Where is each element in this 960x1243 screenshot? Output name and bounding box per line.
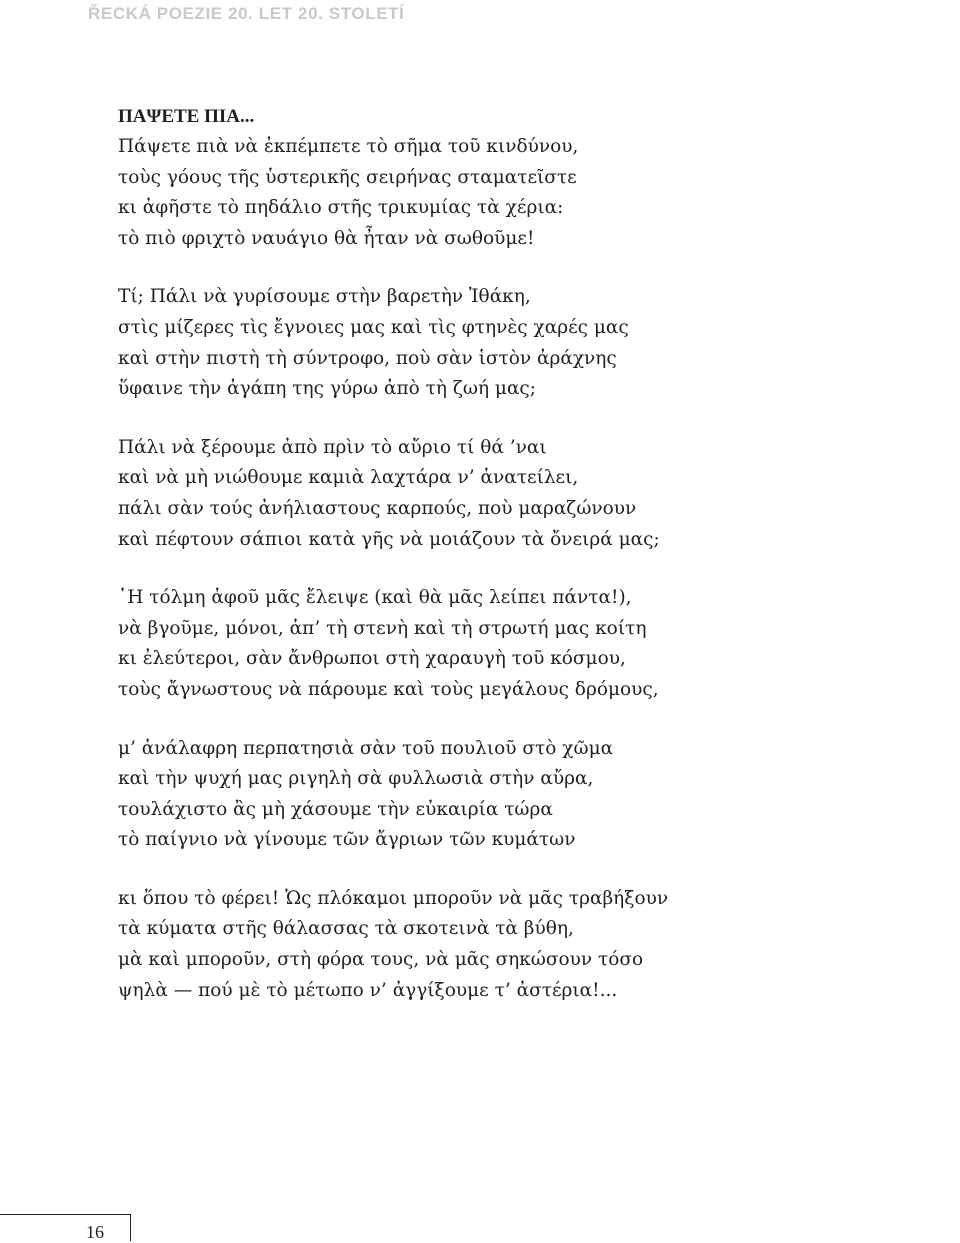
poem-line: νὰ βγοῦμε, μόνοι, ἀπ’ τὴ στενὴ καὶ τὴ στρωτή μας κοίτη bbox=[118, 617, 647, 639]
poem-line: ψηλὰ — πού μὲ τὸ μέτωπο ν’ ἀγγίξουμε τ’ ἀστέρια!... bbox=[118, 979, 618, 1001]
poem-line: μ’ ἀνάλαφρη περπατησιὰ σὰν τοῦ πουλιοῦ στὸ χῶμα bbox=[118, 737, 614, 759]
poem-line: στὶς μίζερες τὶς ἔγνοιες μας καὶ τὶς φτηνὲς χαρές μας bbox=[118, 316, 629, 338]
footer-rule bbox=[0, 1214, 130, 1215]
page-number: 16 bbox=[86, 1222, 104, 1242]
poem-line: τοὺς γόους τῆς ὑστερικῆς σειρήνας σταματεῖστε bbox=[118, 166, 577, 188]
poem bbox=[118, 101, 918, 1034]
stanza-3 bbox=[118, 433, 918, 555]
poem-title: ΠΑΨΕΤΕ ΠΙΑ... bbox=[118, 106, 255, 127]
poem-line: κι ἀφῆστε τὸ πηδάλιο στῆς τρικυμίας τὰ χέρια: bbox=[118, 197, 564, 219]
poem-line: τὸ παίγνιο νὰ γίνουμε τῶν ἄγριων τῶν κυμάτων bbox=[118, 829, 576, 851]
poem-line: πάλι σὰν τούς ἀνήλιαστους καρπούς, ποὺ μαραζώνουν bbox=[118, 497, 637, 519]
poem-line: Πάψετε πιὰ νὰ ἐκπέμπετε τὸ σῆμα τοῦ κινδύνου, bbox=[118, 136, 579, 157]
poem-line: Τί; Πάλι νὰ γυρίσουμε στὴν βαρετὴν Ἰθάκη, bbox=[118, 286, 531, 308]
poem-line: τὸ πιὸ φριχτὸ ναυάγιο θὰ ἦταν νὰ σωθοῦμε! bbox=[118, 227, 535, 249]
footer-rule-tick bbox=[130, 1214, 131, 1241]
poem-line: τουλάχιστο ἂς μὴ χάσουμε τὴν εὐκαιρία τώρα bbox=[118, 798, 553, 820]
running-head: ŘECKÁ POEZIE 20. LET 20. STOLETÍ bbox=[88, 4, 405, 23]
stanza-2 bbox=[118, 282, 918, 404]
poem-line: ῾Η τόλμη ἀφοῦ μᾶς ἔλειψε (καὶ θὰ μᾶς λείπει πάντα!), bbox=[118, 587, 632, 609]
poem-line: καὶ στὴν πιστὴ τὴ σύντροφο, ποὺ σὰν ἱστὸν ἀράχνης bbox=[118, 347, 617, 369]
poem-line: κι ὅπου τὸ φέρει! Ὡς πλόκαμοι μποροῦν νὰ μᾶς τραβήξουν bbox=[118, 887, 669, 909]
stanza-6 bbox=[118, 884, 918, 1006]
poem-line: τοὺς ἄγνωστους νὰ πάρουμε καὶ τοὺς μεγάλους δρόμους, bbox=[118, 678, 659, 700]
stanza-5 bbox=[118, 734, 918, 856]
poem-line: καὶ πέφτουν σάπιοι κατὰ γῆς νὰ μοιάζουν τὰ ὄνειρά μας; bbox=[118, 528, 660, 550]
poem-line: Πάλι νὰ ξέρουμε ἀπὸ πρὶν τὸ αὔριο τί θά ’ναι bbox=[118, 436, 547, 458]
poem-line: μὰ καὶ μποροῦν, στὴ φόρα τους, νὰ μᾶς σηκώσουν τόσο bbox=[118, 949, 644, 971]
poem-line: καὶ νὰ μὴ νιώθουμε καμιὰ λαχτάρα ν’ ἀνατείλει, bbox=[118, 467, 579, 489]
stanza-4 bbox=[118, 583, 918, 705]
poem-line: τὰ κύματα στῆς θάλασσας τὰ σκοτεινὰ τὰ βύθη, bbox=[118, 918, 574, 940]
poem-line: κι ἐλεύτεροι, σὰν ἄνθρωποι στὴ χαραυγὴ τοῦ κόσμου, bbox=[118, 648, 626, 670]
stanza-1 bbox=[118, 132, 918, 254]
poem-line: ὕφαινε τὴν ἀγάπη της γύρω ἀπὸ τὴ ζωή μας; bbox=[118, 378, 537, 400]
poem-line: καὶ τὴν ψυχή μας ριγηλὴ σὰ φυλλωσιὰ στὴν αὔρα, bbox=[118, 768, 594, 790]
